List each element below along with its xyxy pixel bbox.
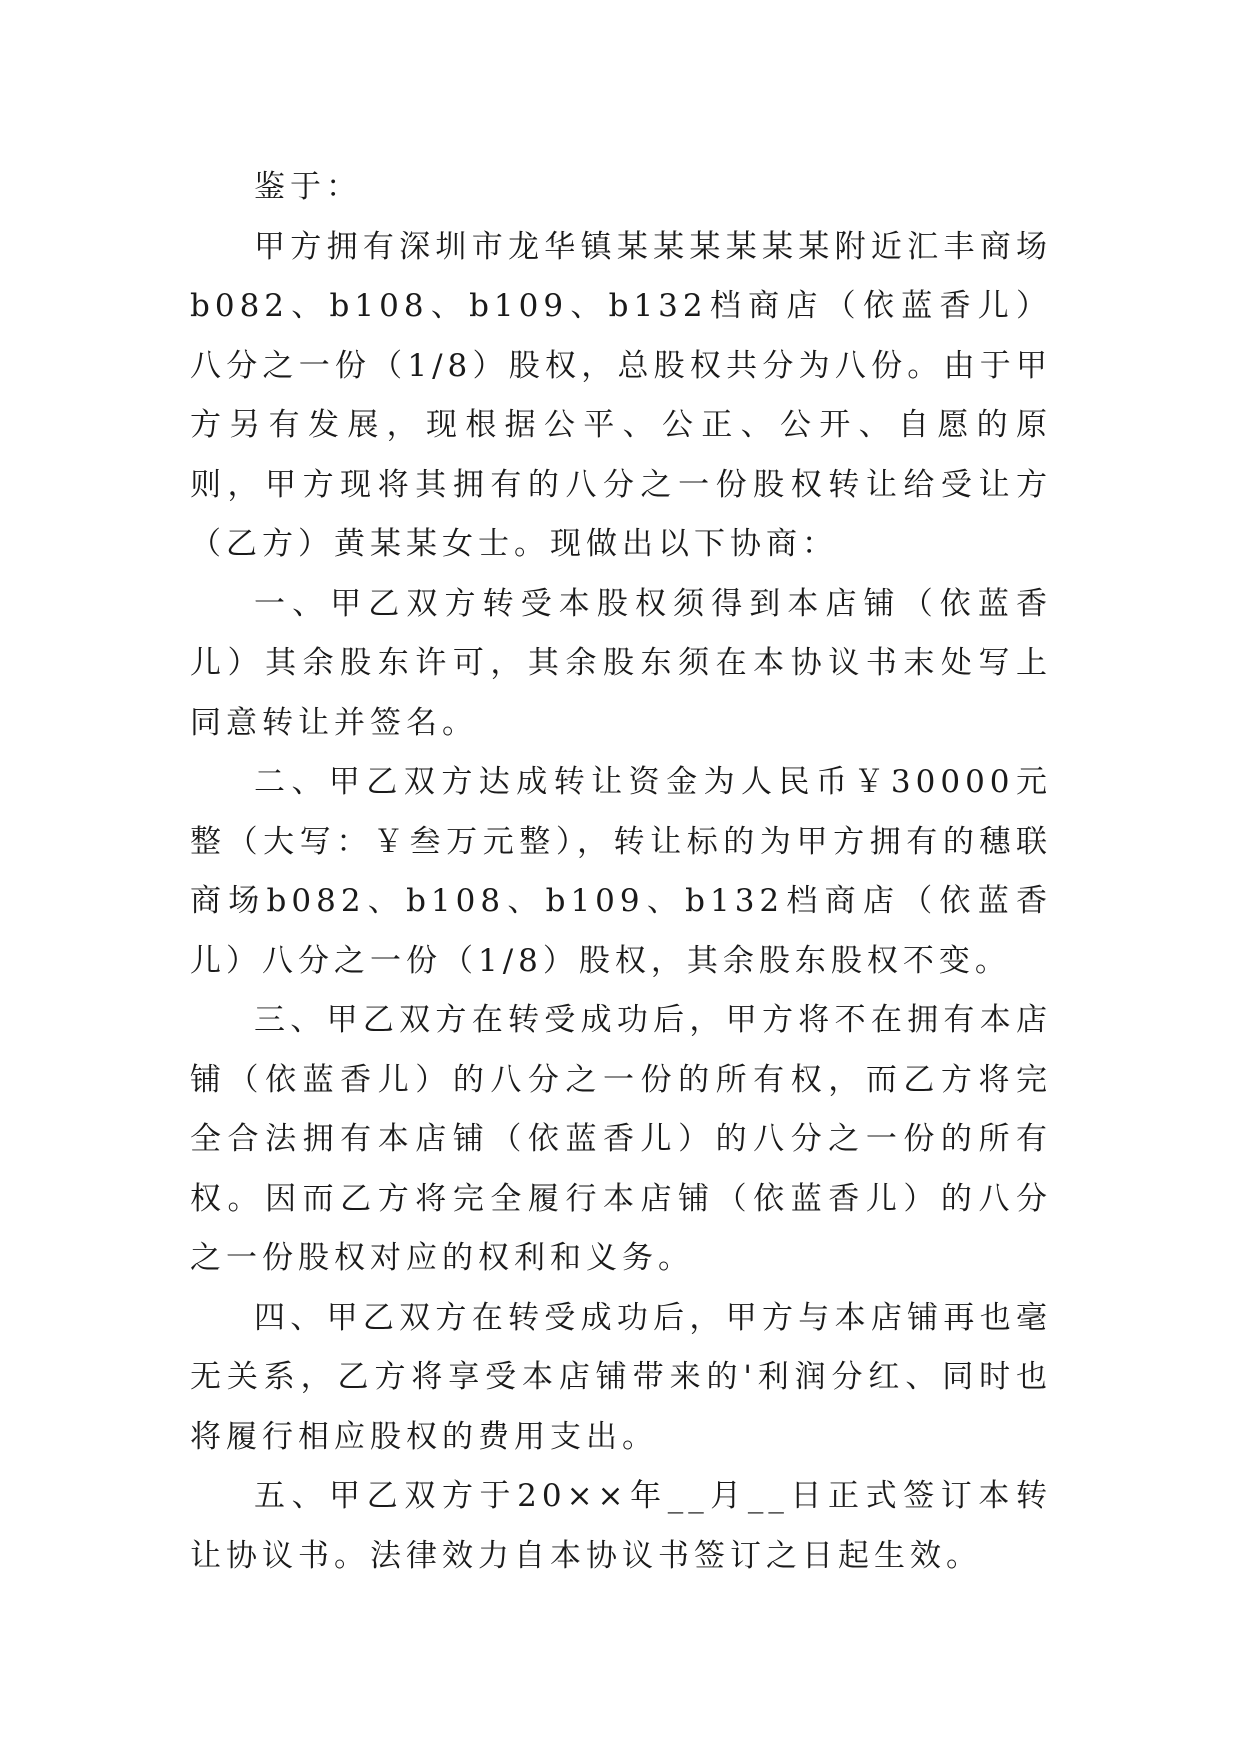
clause-2-paragraph: 二、甲乙双方达成转让资金为人民币￥30000元整（大写：￥叁万元整），转让标的为甲方拥有的穗联商场b082、b108、b109、b132档商店（依蓝香儿）八分之一份（1/8）股权，其余股东股权不变。	[190, 764, 1052, 979]
clause-1-paragraph: 一、甲乙双方转受本股权须得到本店铺（依蓝香儿）其余股东许可，其余股东须在本协议书末处写上同意转让并签名。	[190, 585, 1052, 741]
intro-paragraph: 鉴于：	[254, 169, 362, 205]
background-paragraph: 甲方拥有深圳市龙华镇某某某某某某附近汇丰商场b082、b108、b109、b132档商店（依蓝香儿）八分之一份（1/8）股权，总股权共分为八份。由于甲方另有发展，现根据公平、公正、公开、自愿的原则，甲方现将其拥有的八分之一份股权转让给受让方（乙方）黄某某女士。现做出以下协商：	[190, 228, 1052, 562]
document-body	[190, 158, 1052, 1586]
clause-5-paragraph: 五、甲乙双方于20××年__月__日正式签订本转让协议书。法律效力自本协议书签订之日起生效。	[190, 1478, 1052, 1574]
clause-4-paragraph: 四、甲乙双方在转受成功后，甲方与本店铺再也毫无关系，乙方将享受本店铺带来的'利润分红、同时也将履行相应股权的费用支出。	[190, 1299, 1052, 1455]
clause-3-paragraph: 三、甲乙双方在转受成功后，甲方将不在拥有本店铺（依蓝香儿）的八分之一份的所有权，而乙方将完全合法拥有本店铺（依蓝香儿）的八分之一份的所有权。因而乙方将完全履行本店铺（依蓝香儿）的八分之一份股权对应的权利和义务。	[190, 1002, 1052, 1276]
